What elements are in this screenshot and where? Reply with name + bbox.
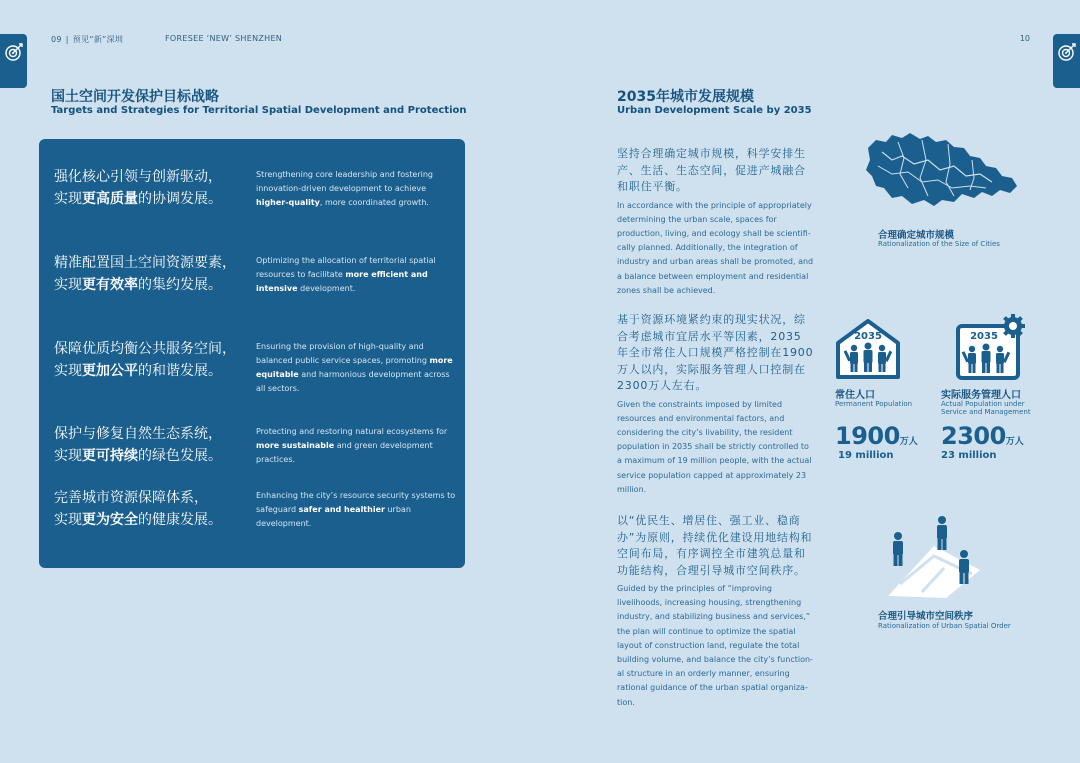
strategy-panel [39, 139, 465, 568]
map-label-en: Rationalization of the Size of Cities [878, 240, 1000, 248]
corner-badge-right [1053, 34, 1080, 88]
header-title-en: FORESEE ‘NEW’ SHENZHEN [165, 34, 283, 43]
strategy-cn: 保护与修复自然生态系统， 实现更可持续的绿色发展。 [54, 426, 222, 464]
service-population-cn: 实际服务管理人口 [941, 390, 1021, 401]
strategy-cn: 保障优质均衡公共服务空间， 实现更加公平的和谐发展。 [54, 341, 236, 379]
permanent-population-unit: 万人 [899, 437, 918, 447]
service-population-sub: 23 million [941, 450, 997, 461]
paragraph-3-cn: 以“优民生、增居住、强工业、稳商办”为原则，持续优化建设用地结构和空间布局，有序调控全市建筑总量和功能结构，合理引导城市空间秩序。 [617, 514, 813, 577]
paragraph-2 [617, 312, 815, 497]
left-title-en: Targets and Strategies for Territorial Spatial Development and Protection [51, 105, 467, 116]
strategy-en: Protecting and restoring natural ecosystems for more sustainable and green development practices. [256, 427, 448, 464]
permanent-population-icon [834, 317, 902, 381]
service-population-icon [954, 314, 1030, 382]
left-title-cn: 国土空间开发保护目标战略 [51, 89, 219, 105]
service-population-unit: 万人 [1005, 437, 1024, 447]
strategy-cn: 完善城市资源保障体系， 实现更为安全的健康发展。 [54, 490, 222, 528]
spatial-order-icon [884, 512, 984, 600]
spatial-order-label-cn: 合理引导城市空间秩序 [878, 611, 974, 622]
svg-text:2035: 2035 [854, 331, 882, 342]
permanent-population-en: Permanent Population [835, 400, 913, 408]
right-title-en: Urban Development Scale by 2035 [617, 105, 812, 116]
paragraph-1-en: In accordance with the principle of appropriately determining the urban scale, spaces for production, living, and ecology shall be scientifi-cally planned. Additionally, the integration of industry and urban areas shall be promoted, and a balance between employment and residential zones shall be achieved. [617, 200, 814, 295]
permanent-population-figure [835, 422, 918, 450]
service-population-number: 2300 [941, 422, 1006, 450]
map-label-cn: 合理确定城市规模 [878, 230, 955, 241]
service-population-figure [941, 422, 1024, 450]
paragraph-2-en: Given the constraints imposed by limited resources and environmental factors, and considering the city’s livability, the resident population in 2035 shall be strictly controlled to a maximum of 19 million people, with the actual service population capped at approximately 23 million. [617, 399, 812, 494]
paragraph-1-cn: 坚持合理确定城市规模，科学安排生产、生活、生态空间，促进产城融合和职住平衡。 [617, 147, 806, 193]
service-population-en: Actual Population under Service and Management [941, 400, 1031, 416]
paragraph-1 [617, 146, 815, 298]
strategy-cn: 精准配置国土空间资源要素， 实现更有效率的集约发展。 [54, 255, 236, 293]
strategy-cn: 强化核心引领与创新驱动， 实现更高质量的协调发展。 [54, 169, 222, 207]
strategy-en: Enhancing the city’s resource security systems to safeguard safer and healthier urban development. [256, 491, 456, 528]
paragraph-3 [617, 513, 815, 710]
svg-text:2035: 2035 [970, 331, 998, 342]
target-icon [1057, 42, 1077, 62]
permanent-population-cn: 常住人口 [835, 390, 875, 401]
spatial-order-label-en: Rationalization of Urban Spatial Order [878, 622, 1011, 630]
header-title-cn: 预见“新”深圳 [72, 35, 124, 44]
strategy-en: Ensuring the provision of high-quality and balanced public service spaces, promoting more equitable and harmonious development across all sectors. [256, 342, 453, 393]
permanent-population-sub: 19 million [838, 450, 894, 461]
paragraph-3-en: Guided by the principles of “improving livelihoods, increasing housing, strengthening industry, and stabilizing business and services,” the plan will continue to optimize the spatial layout of construction land, regulate the total building volume, and balance the city’s function-al structure in an orderly manner, ensuring rational guidance of the urban spatial organiza-tion. [617, 584, 813, 707]
paragraph-2-cn: 基于资源环境紧约束的现实状况，综合考虑城市宜居水平等因素，2035 年全市常住人口规模严格控制在1900万人以内，实际服务管理人口控制在2300万人左右。 [617, 313, 814, 392]
right-title-cn: 2035年城市发展规模 [617, 89, 754, 105]
target-icon [4, 42, 24, 62]
shenzhen-map-icon [862, 130, 1022, 215]
permanent-population-number: 1900 [835, 422, 900, 450]
strategy-en: Strengthening core leadership and fostering innovation-driven development to achieve higher-quality, more coordinated growth. [256, 170, 433, 207]
page-number-right: 10 [1019, 34, 1030, 43]
page-header-left [51, 34, 123, 45]
page-number-left: 09 [51, 35, 62, 44]
corner-badge-left [0, 34, 27, 88]
strategy-en: Optimizing the allocation of territorial spatial resources to facilitate more efficient and intensive development. [256, 256, 436, 293]
header-separator: | [65, 35, 69, 44]
